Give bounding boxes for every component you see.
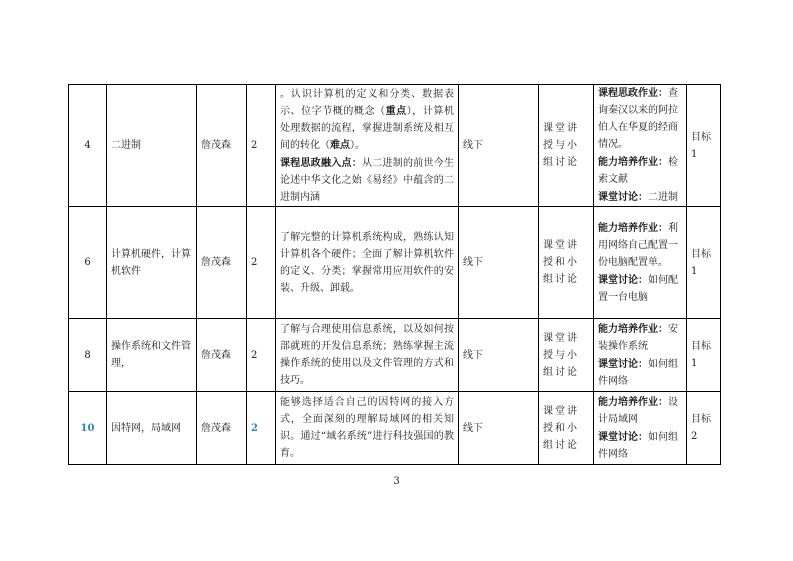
- page-number: 3: [393, 476, 400, 487]
- homework-item: 课堂讨论：如何组件网络: [598, 431, 678, 460]
- homework-cell: [594, 392, 687, 465]
- topic-cell: 操作系统和文件管理，: [107, 319, 197, 392]
- homework-item: 课堂讨论：如何组件网络: [598, 358, 678, 387]
- teacher-cell: 詹茂森: [197, 85, 247, 207]
- homework-cell: [594, 319, 687, 392]
- content-cell: [276, 319, 459, 392]
- homework-item: 课堂讨论：二进制: [598, 192, 678, 203]
- homework-cell: [594, 207, 687, 319]
- homework-item: 课程思政作业：查询秦汉以来的阿拉伯人在华夏的经商情况。: [598, 88, 678, 150]
- topic-cell: 因特网，局域网: [107, 392, 197, 465]
- content-cell: [276, 207, 459, 319]
- topic-cell: 计算机硬件，计算机软件: [107, 207, 197, 319]
- homework-item: 能力培养作业：检索文献: [598, 157, 678, 185]
- session-number: 6: [69, 207, 107, 319]
- content-text: 能够选择适合自己的因特网的接入方式，全面深刻的理解局域网的相关知识。通过“域名系统”进行科技强国的教育。: [280, 397, 454, 459]
- hours-cell: 2: [247, 392, 276, 465]
- goal-cell: 目标 1: [687, 207, 721, 319]
- content-text: 了解与合理使用信息系统，以及如何按部就班的开发信息系统；熟练掌握主流操作系统的使用以及文件管理的方式和技巧。: [280, 324, 454, 386]
- hours-cell: 2: [247, 85, 276, 207]
- topic-cell: 二进制: [107, 85, 197, 207]
- hours-cell: 2: [247, 319, 276, 392]
- method-cell: 课堂讲授与小组讨论: [539, 85, 594, 207]
- goal-cell: 目标 1: [687, 85, 721, 207]
- session-number: 8: [69, 319, 107, 392]
- mode-cell: 线下: [459, 207, 539, 319]
- teacher-cell: 詹茂森: [197, 319, 247, 392]
- difficult-point-label: 难点: [330, 139, 350, 151]
- content-cell: [276, 85, 459, 207]
- goal-cell: 目标 2: [687, 392, 721, 465]
- content-text: 了解完整的计算机系统构成，熟练认知计算机各个硬件；全面了解计算机软件的定义、分类；掌握常用应用软件的安装、升级、卸载。: [280, 231, 454, 294]
- teacher-cell: 詹茂森: [197, 392, 247, 465]
- homework-item: 能力培养作业：利用网络自己配置一份电脑配置单。: [598, 222, 678, 268]
- session-number: 4: [69, 85, 107, 207]
- mode-cell: 线下: [459, 319, 539, 392]
- method-cell: 课堂讲授与小组讨论: [539, 319, 594, 392]
- homework-item: 能力培养作业：安装操作系统: [598, 323, 678, 352]
- homework-cell: [594, 85, 687, 207]
- teacher-cell: 詹茂森: [197, 207, 247, 319]
- content-text: 。认识计算机的定义和分类、数据表示、位字节概的概念（重点），计算机处理数据的流程，掌握进制系统及相互间的转化（难点）。: [280, 88, 454, 151]
- homework-item: 能力培养作业：设计局域网: [598, 396, 678, 425]
- table-row: [69, 392, 721, 465]
- method-cell: 课堂讲授和小组讨论: [539, 207, 594, 319]
- key-point-label: 重点: [385, 105, 407, 117]
- homework-item: 课堂讨论：如何配置一台电脑: [598, 274, 678, 303]
- method-cell: 课堂讲授和小组讨论: [539, 392, 594, 465]
- mode-cell: 线下: [459, 392, 539, 465]
- session-number: 10: [69, 392, 107, 465]
- content-cell: [276, 392, 459, 465]
- syllabus-table: [68, 84, 721, 465]
- mode-cell: 线下: [459, 85, 539, 207]
- table-row: [69, 85, 721, 207]
- goal-cell: 目标 1: [687, 319, 721, 392]
- ideology-integration: 课程思政融入点：从二进制的前世今生论述中华文化之始《易经》中蕴含的二进制内涵: [280, 157, 454, 203]
- table-row: [69, 319, 721, 392]
- hours-cell: 2: [247, 207, 276, 319]
- table-row: [69, 207, 721, 319]
